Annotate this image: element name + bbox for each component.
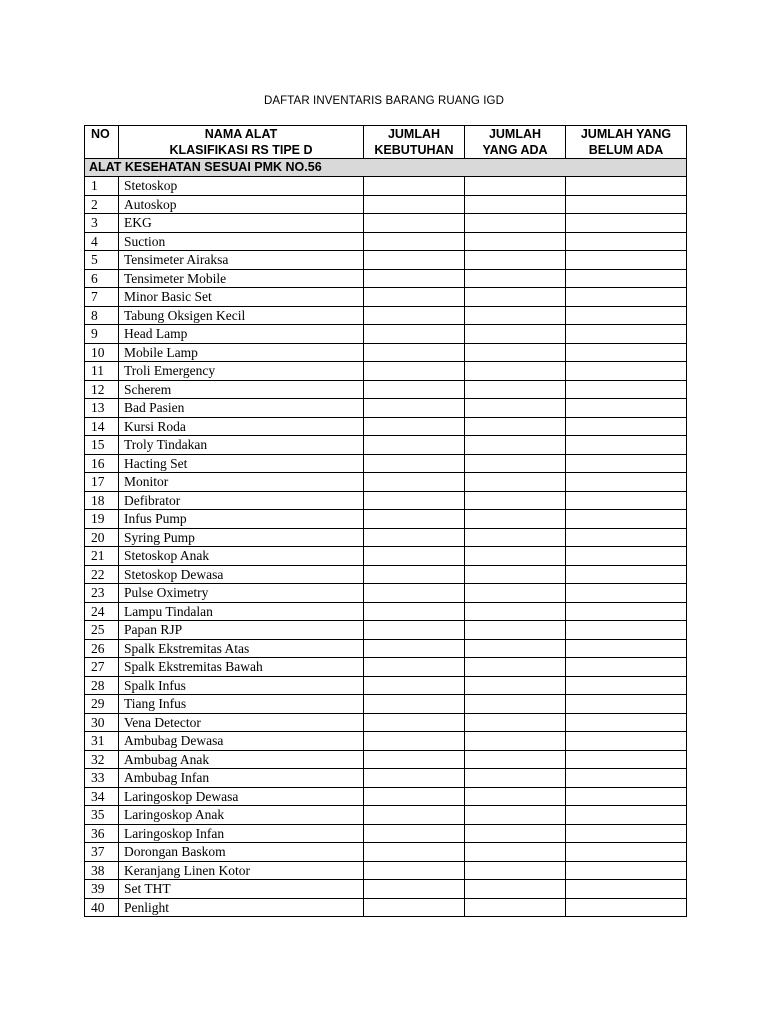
available-qty-cell xyxy=(465,343,566,362)
header-no xyxy=(85,126,119,159)
missing-qty-cell xyxy=(566,343,687,362)
available-qty-cell xyxy=(465,473,566,492)
available-qty-cell xyxy=(465,621,566,640)
missing-qty-cell xyxy=(566,454,687,473)
needed-qty-cell xyxy=(364,269,465,288)
table-row xyxy=(85,473,687,492)
row-number: 22 xyxy=(85,565,119,584)
row-number: 15 xyxy=(85,436,119,455)
available-qty-cell xyxy=(465,436,566,455)
row-number: 19 xyxy=(85,510,119,529)
table-row xyxy=(85,898,687,917)
row-number: 10 xyxy=(85,343,119,362)
table-row xyxy=(85,195,687,214)
item-name: Stetoskop Dewasa xyxy=(119,565,364,584)
table-row xyxy=(85,214,687,233)
available-qty-cell xyxy=(465,510,566,529)
available-qty-cell xyxy=(465,843,566,862)
needed-qty-cell xyxy=(364,806,465,825)
needed-qty-cell xyxy=(364,639,465,658)
available-qty-cell xyxy=(465,528,566,547)
row-number: 38 xyxy=(85,861,119,880)
row-number: 25 xyxy=(85,621,119,640)
header-needed xyxy=(364,126,465,159)
needed-qty-cell xyxy=(364,399,465,418)
available-qty-cell xyxy=(465,602,566,621)
available-qty-cell xyxy=(465,584,566,603)
table-row xyxy=(85,232,687,251)
row-number: 9 xyxy=(85,325,119,344)
available-qty-cell xyxy=(465,269,566,288)
row-number: 33 xyxy=(85,769,119,788)
needed-qty-cell xyxy=(364,306,465,325)
item-name: Papan RJP xyxy=(119,621,364,640)
row-number: 26 xyxy=(85,639,119,658)
table-row xyxy=(85,491,687,510)
available-qty-cell xyxy=(465,824,566,843)
needed-qty-cell xyxy=(364,676,465,695)
available-qty-cell xyxy=(465,898,566,917)
table-row xyxy=(85,584,687,603)
needed-qty-cell xyxy=(364,861,465,880)
item-name: Head Lamp xyxy=(119,325,364,344)
header-needed-line1: JUMLAH xyxy=(387,127,441,141)
table-row xyxy=(85,547,687,566)
available-qty-cell xyxy=(465,565,566,584)
needed-qty-cell xyxy=(364,491,465,510)
item-name: EKG xyxy=(119,214,364,233)
row-number: 34 xyxy=(85,787,119,806)
header-available-line2: YANG ADA xyxy=(482,143,548,157)
item-name: Lampu Tindalan xyxy=(119,602,364,621)
needed-qty-cell xyxy=(364,658,465,677)
available-qty-cell xyxy=(465,750,566,769)
row-number: 3 xyxy=(85,214,119,233)
available-qty-cell xyxy=(465,787,566,806)
item-name: Laringoskop Dewasa xyxy=(119,787,364,806)
item-name: Mobile Lamp xyxy=(119,343,364,362)
needed-qty-cell xyxy=(364,232,465,251)
available-qty-cell xyxy=(465,232,566,251)
missing-qty-cell xyxy=(566,806,687,825)
item-name: Spalk Ekstremitas Bawah xyxy=(119,658,364,677)
table-row xyxy=(85,269,687,288)
missing-qty-cell xyxy=(566,861,687,880)
missing-qty-cell xyxy=(566,621,687,640)
missing-qty-cell xyxy=(566,288,687,307)
needed-qty-cell xyxy=(364,325,465,344)
table-row xyxy=(85,695,687,714)
item-name: Scherem xyxy=(119,380,364,399)
table-row xyxy=(85,750,687,769)
table-row xyxy=(85,824,687,843)
item-name: Kursi Roda xyxy=(119,417,364,436)
table-row xyxy=(85,639,687,658)
available-qty-cell xyxy=(465,288,566,307)
needed-qty-cell xyxy=(364,288,465,307)
table-row xyxy=(85,306,687,325)
missing-qty-cell xyxy=(566,195,687,214)
missing-qty-cell xyxy=(566,177,687,196)
table-row xyxy=(85,177,687,196)
header-needed-line2: KEBUTUHAN xyxy=(374,143,454,157)
missing-qty-cell xyxy=(566,695,687,714)
available-qty-cell xyxy=(465,547,566,566)
available-qty-cell xyxy=(465,861,566,880)
table-row xyxy=(85,528,687,547)
available-qty-cell xyxy=(465,399,566,418)
row-number: 17 xyxy=(85,473,119,492)
available-qty-cell xyxy=(465,325,566,344)
item-name: Spalk Ekstremitas Atas xyxy=(119,639,364,658)
item-name: Tabung Oksigen Kecil xyxy=(119,306,364,325)
missing-qty-cell xyxy=(566,547,687,566)
missing-qty-cell xyxy=(566,584,687,603)
table-row xyxy=(85,843,687,862)
row-number: 30 xyxy=(85,713,119,732)
row-number: 32 xyxy=(85,750,119,769)
item-name: Laringoskop Anak xyxy=(119,806,364,825)
missing-qty-cell xyxy=(566,898,687,917)
missing-qty-cell xyxy=(566,436,687,455)
missing-qty-cell xyxy=(566,380,687,399)
table-row xyxy=(85,399,687,418)
item-name: Dorongan Baskom xyxy=(119,843,364,862)
table-row xyxy=(85,787,687,806)
missing-qty-cell xyxy=(566,769,687,788)
item-name: Ambubag Infan xyxy=(119,769,364,788)
item-name: Autoskop xyxy=(119,195,364,214)
header-available xyxy=(465,126,566,159)
needed-qty-cell xyxy=(364,343,465,362)
header-missing xyxy=(566,126,687,159)
needed-qty-cell xyxy=(364,898,465,917)
missing-qty-cell xyxy=(566,306,687,325)
missing-qty-cell xyxy=(566,732,687,751)
missing-qty-cell xyxy=(566,251,687,270)
table-row xyxy=(85,362,687,381)
needed-qty-cell xyxy=(364,787,465,806)
needed-qty-cell xyxy=(364,417,465,436)
available-qty-cell xyxy=(465,695,566,714)
available-qty-cell xyxy=(465,380,566,399)
needed-qty-cell xyxy=(364,565,465,584)
item-name: Ambubag Dewasa xyxy=(119,732,364,751)
item-name: Hacting Set xyxy=(119,454,364,473)
table-row xyxy=(85,676,687,695)
row-number: 14 xyxy=(85,417,119,436)
row-number: 2 xyxy=(85,195,119,214)
needed-qty-cell xyxy=(364,547,465,566)
inventory-table xyxy=(84,125,687,917)
row-number: 6 xyxy=(85,269,119,288)
item-name: Spalk Infus xyxy=(119,676,364,695)
item-name: Set THT xyxy=(119,880,364,899)
header-missing-line2: BELUM ADA xyxy=(588,143,664,157)
table-row xyxy=(85,380,687,399)
missing-qty-cell xyxy=(566,491,687,510)
item-name: Syring Pump xyxy=(119,528,364,547)
row-number: 35 xyxy=(85,806,119,825)
available-qty-cell xyxy=(465,195,566,214)
item-name: Defibrator xyxy=(119,491,364,510)
header-missing-line1: JUMLAH YANG xyxy=(580,127,672,141)
available-qty-cell xyxy=(465,676,566,695)
needed-qty-cell xyxy=(364,769,465,788)
table-row xyxy=(85,880,687,899)
missing-qty-cell xyxy=(566,325,687,344)
row-number: 1 xyxy=(85,177,119,196)
table-row xyxy=(85,288,687,307)
available-qty-cell xyxy=(465,806,566,825)
missing-qty-cell xyxy=(566,565,687,584)
available-qty-cell xyxy=(465,214,566,233)
item-name: Stetoskop xyxy=(119,177,364,196)
missing-qty-cell xyxy=(566,214,687,233)
row-number: 18 xyxy=(85,491,119,510)
missing-qty-cell xyxy=(566,880,687,899)
available-qty-cell xyxy=(465,658,566,677)
needed-qty-cell xyxy=(364,750,465,769)
table-header-row xyxy=(85,126,687,159)
available-qty-cell xyxy=(465,177,566,196)
row-number: 21 xyxy=(85,547,119,566)
table-row xyxy=(85,621,687,640)
needed-qty-cell xyxy=(364,713,465,732)
item-name: Tensimeter Mobile xyxy=(119,269,364,288)
header-item-name xyxy=(119,126,364,159)
needed-qty-cell xyxy=(364,843,465,862)
row-number: 40 xyxy=(85,898,119,917)
needed-qty-cell xyxy=(364,195,465,214)
needed-qty-cell xyxy=(364,695,465,714)
available-qty-cell xyxy=(465,251,566,270)
item-name: Penlight xyxy=(119,898,364,917)
row-number: 29 xyxy=(85,695,119,714)
table-row xyxy=(85,510,687,529)
item-name: Ambubag Anak xyxy=(119,750,364,769)
item-name: Stetoskop Anak xyxy=(119,547,364,566)
item-name: Laringoskop Infan xyxy=(119,824,364,843)
needed-qty-cell xyxy=(364,473,465,492)
row-number: 16 xyxy=(85,454,119,473)
table-row xyxy=(85,602,687,621)
table-row xyxy=(85,343,687,362)
item-name: Pulse Oximetry xyxy=(119,584,364,603)
row-number: 27 xyxy=(85,658,119,677)
missing-qty-cell xyxy=(566,843,687,862)
header-item-name-line1: NAMA ALAT xyxy=(204,127,278,141)
needed-qty-cell xyxy=(364,380,465,399)
row-number: 7 xyxy=(85,288,119,307)
table-row xyxy=(85,454,687,473)
available-qty-cell xyxy=(465,362,566,381)
item-name: Suction xyxy=(119,232,364,251)
table-row xyxy=(85,417,687,436)
missing-qty-cell xyxy=(566,269,687,288)
item-name: Vena Detector xyxy=(119,713,364,732)
row-number: 28 xyxy=(85,676,119,695)
row-number: 5 xyxy=(85,251,119,270)
section-row xyxy=(85,159,687,177)
row-number: 39 xyxy=(85,880,119,899)
row-number: 31 xyxy=(85,732,119,751)
missing-qty-cell xyxy=(566,676,687,695)
table-row xyxy=(85,769,687,788)
available-qty-cell xyxy=(465,880,566,899)
item-name: Monitor xyxy=(119,473,364,492)
available-qty-cell xyxy=(465,306,566,325)
available-qty-cell xyxy=(465,769,566,788)
needed-qty-cell xyxy=(364,214,465,233)
needed-qty-cell xyxy=(364,510,465,529)
missing-qty-cell xyxy=(566,528,687,547)
missing-qty-cell xyxy=(566,510,687,529)
table-row xyxy=(85,251,687,270)
needed-qty-cell xyxy=(364,584,465,603)
needed-qty-cell xyxy=(364,621,465,640)
row-number: 8 xyxy=(85,306,119,325)
missing-qty-cell xyxy=(566,232,687,251)
missing-qty-cell xyxy=(566,750,687,769)
missing-qty-cell xyxy=(566,787,687,806)
available-qty-cell xyxy=(465,454,566,473)
missing-qty-cell xyxy=(566,658,687,677)
row-number: 4 xyxy=(85,232,119,251)
table-row xyxy=(85,658,687,677)
missing-qty-cell xyxy=(566,417,687,436)
table-row xyxy=(85,713,687,732)
row-number: 13 xyxy=(85,399,119,418)
row-number: 24 xyxy=(85,602,119,621)
needed-qty-cell xyxy=(364,880,465,899)
item-name: Tiang Infus xyxy=(119,695,364,714)
missing-qty-cell xyxy=(566,473,687,492)
missing-qty-cell xyxy=(566,399,687,418)
row-number: 23 xyxy=(85,584,119,603)
row-number: 37 xyxy=(85,843,119,862)
available-qty-cell xyxy=(465,639,566,658)
item-name: Minor Basic Set xyxy=(119,288,364,307)
needed-qty-cell xyxy=(364,602,465,621)
needed-qty-cell xyxy=(364,824,465,843)
table-row xyxy=(85,565,687,584)
missing-qty-cell xyxy=(566,824,687,843)
missing-qty-cell xyxy=(566,362,687,381)
header-no-label: NO xyxy=(91,127,110,141)
needed-qty-cell xyxy=(364,436,465,455)
missing-qty-cell xyxy=(566,639,687,658)
missing-qty-cell xyxy=(566,713,687,732)
needed-qty-cell xyxy=(364,362,465,381)
available-qty-cell xyxy=(465,417,566,436)
table-row xyxy=(85,732,687,751)
needed-qty-cell xyxy=(364,454,465,473)
section-title: ALAT KESEHATAN SESUAI PMK NO.56 xyxy=(85,159,687,177)
available-qty-cell xyxy=(465,713,566,732)
needed-qty-cell xyxy=(364,177,465,196)
needed-qty-cell xyxy=(364,528,465,547)
header-available-line1: JUMLAH xyxy=(488,127,542,141)
row-number: 12 xyxy=(85,380,119,399)
item-name: Troly Tindakan xyxy=(119,436,364,455)
item-name: Troli Emergency xyxy=(119,362,364,381)
row-number: 20 xyxy=(85,528,119,547)
row-number: 11 xyxy=(85,362,119,381)
row-number: 36 xyxy=(85,824,119,843)
item-name: Keranjang Linen Kotor xyxy=(119,861,364,880)
item-name: Infus Pump xyxy=(119,510,364,529)
item-name: Bad Pasien xyxy=(119,399,364,418)
needed-qty-cell xyxy=(364,251,465,270)
item-name: Tensimeter Airaksa xyxy=(119,251,364,270)
table-row xyxy=(85,325,687,344)
document-title: DAFTAR INVENTARIS BARANG RUANG IGD xyxy=(263,95,505,107)
available-qty-cell xyxy=(465,491,566,510)
table-row xyxy=(85,861,687,880)
table-row xyxy=(85,436,687,455)
needed-qty-cell xyxy=(364,732,465,751)
missing-qty-cell xyxy=(566,602,687,621)
available-qty-cell xyxy=(465,732,566,751)
table-row xyxy=(85,806,687,825)
header-item-name-line2: KLASIFIKASI RS TIPE D xyxy=(169,143,313,157)
inventory-table-body xyxy=(85,159,687,917)
